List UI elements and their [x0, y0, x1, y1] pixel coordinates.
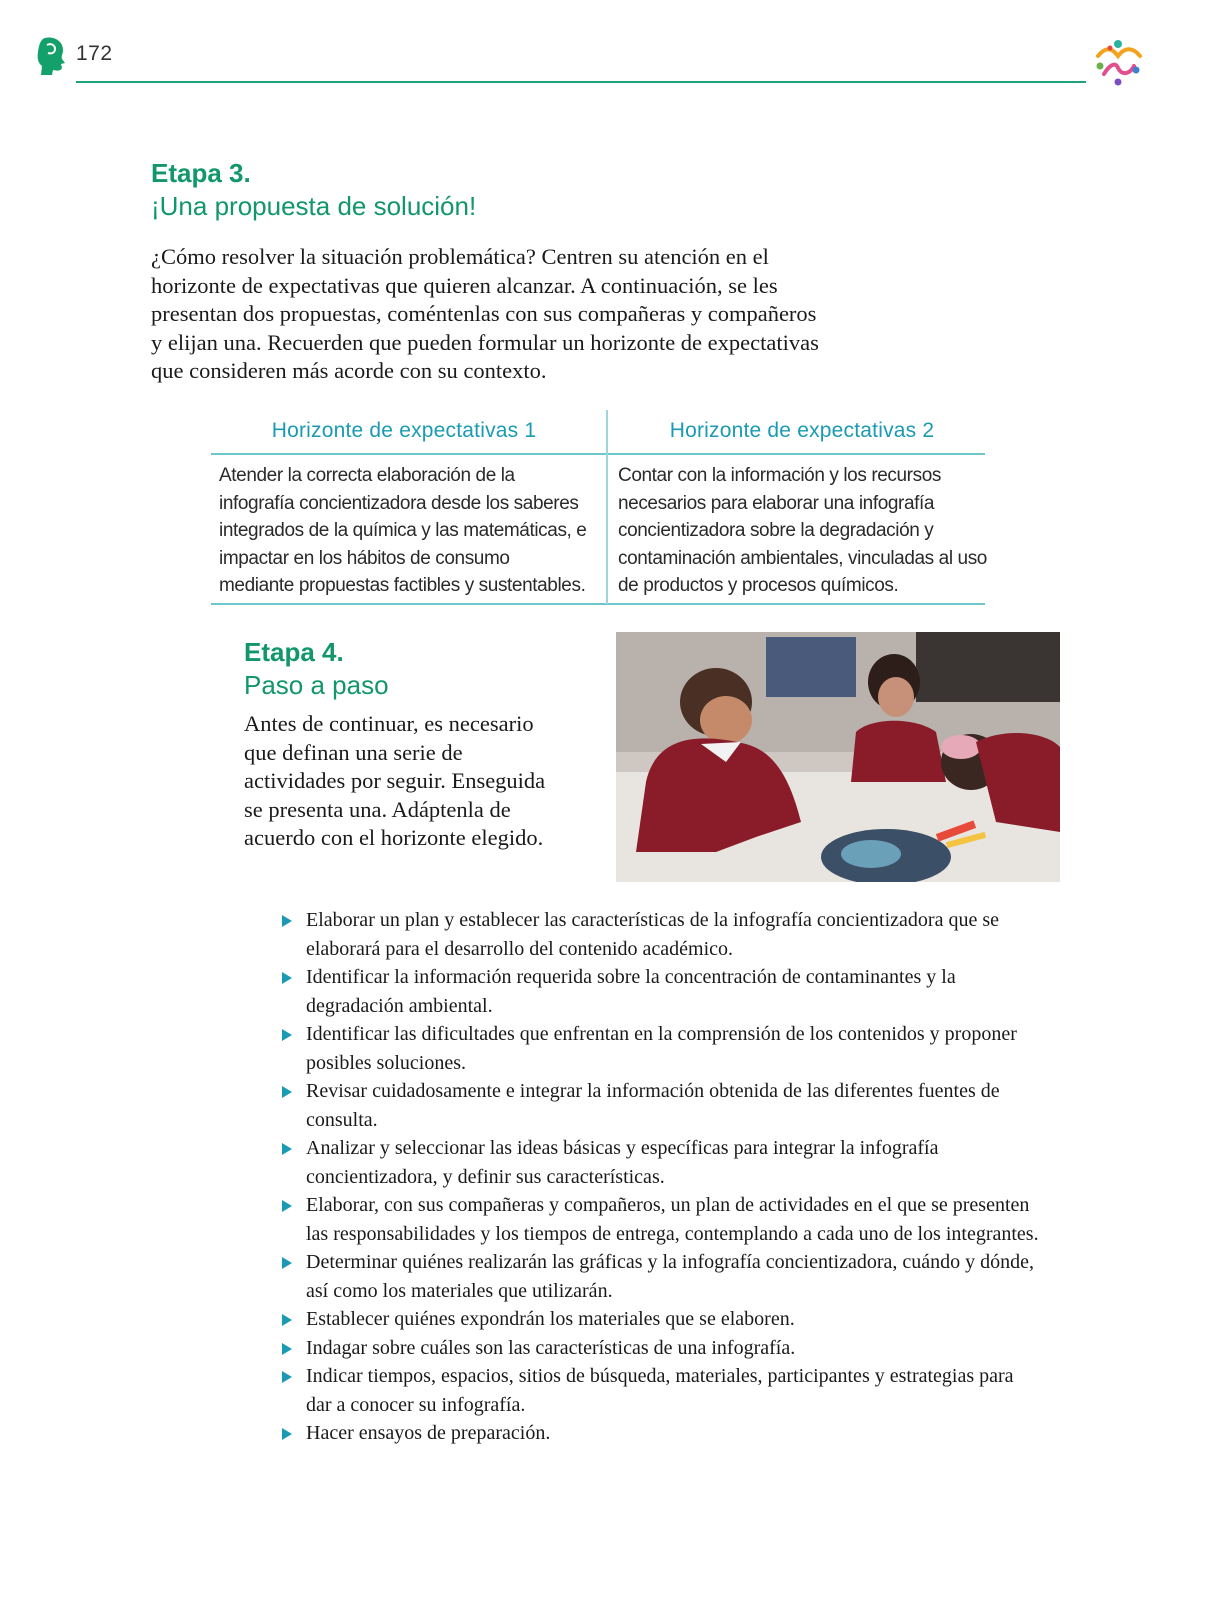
triangle-bullet-icon — [282, 1314, 292, 1326]
list-item — [282, 1191, 1042, 1248]
expectation-cell-2: Contar con la información y los recursos necesarios para elaborar una infografía concientizadora sobre la degradación y contaminación ambientales, vinculadas al uso de productos y procesos químicos. — [618, 465, 987, 596]
expectation-header-2: Horizonte de expectativas 2 — [669, 419, 935, 442]
table-bottom-rule — [211, 603, 985, 605]
list-item — [282, 1077, 1042, 1134]
colorful-figures-logo-icon — [1090, 34, 1146, 90]
stage3-paragraph: ¿Cómo resolver la situación problemática? Centren su atención en el horizonte de expectativas que quieren alcanzar. A continuación, se les presentan dos propuestas, coméntenlas con sus compañeras y compañeros y elijan una. Recuerden que pueden formular un horizonte de expectativas que consideren más acorde con su contexto. — [151, 244, 819, 383]
triangle-bullet-icon — [282, 1428, 292, 1440]
list-item — [282, 1248, 1042, 1305]
list-item — [282, 1134, 1042, 1191]
stage3-title: ¡Una propuesta de solución! — [151, 191, 477, 221]
step-text: Revisar cuidadosamente e integrar la información obtenida de las diferentes fuentes de consulta. — [306, 1080, 1000, 1131]
step-text: Elaborar un plan y establecer las características de la infografía concientizadora que se elaborará para el desarrollo del contenido académico. — [306, 909, 999, 960]
triangle-bullet-icon — [282, 915, 292, 927]
step-text: Identificar las dificultades que enfrentan en la comprensión de los contenidos y proponer posibles soluciones. — [306, 1023, 1017, 1074]
expectation-column-1 — [211, 410, 597, 600]
triangle-bullet-icon — [282, 1143, 292, 1155]
expectation-column-2 — [609, 410, 995, 600]
step-text: Identificar la información requerida sobre la concentración de contaminantes y la degradación ambiental. — [306, 966, 956, 1017]
stage3-heading — [151, 157, 476, 223]
head-silhouette-icon — [36, 36, 66, 76]
table-column-divider — [606, 410, 608, 604]
triangle-bullet-icon — [282, 1371, 292, 1383]
expectation-cell-1: Atender la correcta elaboración de la infografía concientizadora desde los saberes integrados de la química y las matemáticas, e impactar en los hábitos de consumo mediante propuestas factibles y sustentables. — [219, 465, 587, 596]
list-item — [282, 1362, 1042, 1419]
step-text: Analizar y seleccionar las ideas básicas y específicas para integrar la infografía concientizadora, y definir sus características. — [306, 1137, 939, 1188]
list-item — [282, 1305, 1042, 1334]
stage3-label: Etapa 3. — [151, 158, 251, 188]
triangle-bullet-icon — [282, 1257, 292, 1269]
step-text: Indicar tiempos, espacios, sitios de búsqueda, materiales, participantes y estrategias para dar a conocer su infografía. — [306, 1365, 1014, 1416]
list-item — [282, 906, 1042, 963]
stage4-paragraph: Antes de continuar, es necesario que definan una serie de actividades por seguir. Enseguida se presenta una. Adáptenla de acuerdo con el horizonte elegido. — [244, 711, 546, 850]
triangle-bullet-icon — [282, 1200, 292, 1212]
step-text: Determinar quiénes realizarán las gráficas y la infografía concientizadora, cuándo y dónde, así como los materiales que utilizarán. — [306, 1251, 1034, 1302]
steps-list — [282, 906, 1042, 1448]
list-item — [282, 963, 1042, 1020]
stage4-heading — [244, 636, 389, 702]
stage4-label: Etapa 4. — [244, 637, 344, 667]
page-number: 172 — [76, 42, 113, 65]
list-item — [282, 1020, 1042, 1077]
step-text: Elaborar, con sus compañeras y compañeros, un plan de actividades en el que se presenten las responsabilidades y los tiempos de entrega, contemplando a cada uno de los integrantes. — [306, 1194, 1039, 1245]
stage4-title: Paso a paso — [244, 670, 389, 700]
table-top-rule — [211, 453, 985, 455]
triangle-bullet-icon — [282, 1029, 292, 1041]
expectation-header-1: Horizonte de expectativas 1 — [271, 419, 537, 442]
list-item — [282, 1419, 1042, 1448]
triangle-bullet-icon — [282, 1086, 292, 1098]
list-item — [282, 1334, 1042, 1363]
header-rule — [76, 81, 1086, 83]
step-text: Hacer ensayos de preparación. — [306, 1422, 551, 1444]
step-text: Indagar sobre cuáles son las características de una infografía. — [306, 1336, 796, 1359]
triangle-bullet-icon — [282, 972, 292, 984]
students-working-photo — [616, 632, 1060, 882]
triangle-bullet-icon — [282, 1343, 292, 1355]
step-text: Establecer quiénes expondrán los materiales que se elaboren. — [306, 1308, 795, 1330]
